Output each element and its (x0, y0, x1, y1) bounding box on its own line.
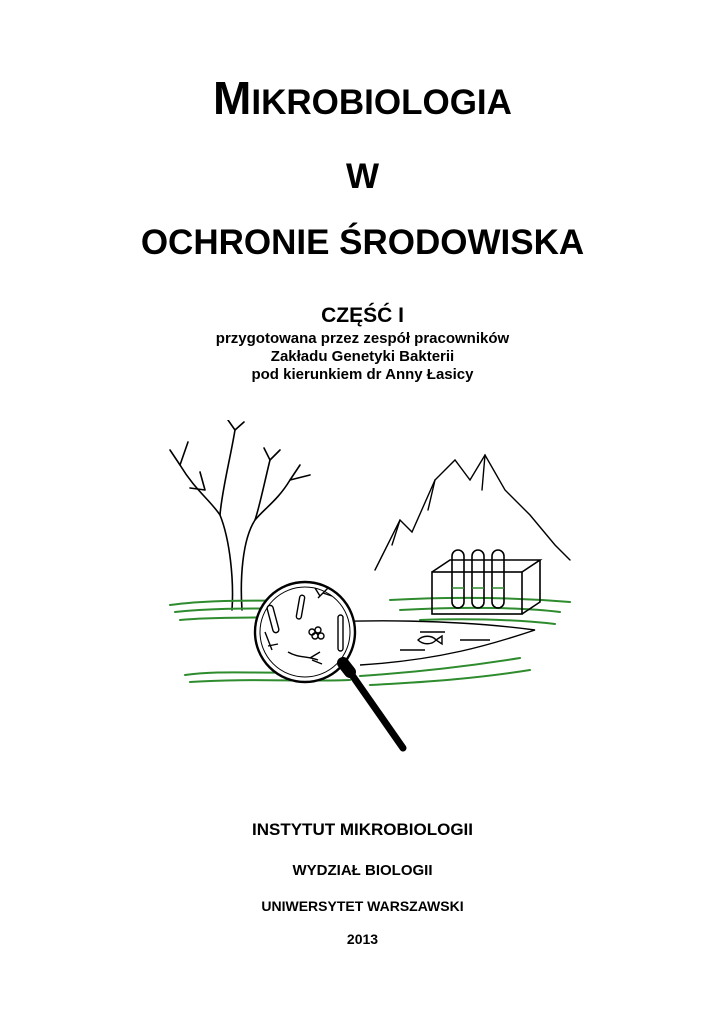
publication-year: 2013 (346, 931, 379, 947)
tree (170, 420, 310, 610)
title-line-3 (0, 212, 725, 269)
title-line-1 (0, 72, 725, 129)
part-label: CZĘŚĆ I (321, 304, 404, 327)
subtitle-line-2: Zakładu Genetyki Bakterii (270, 348, 455, 365)
institute-name: INSTYTUT MIKROBIOLOGII (252, 820, 473, 839)
test-tubes (452, 550, 504, 608)
subtitle-line-3: pod kierunkiem dr Anny Łasicy (251, 366, 474, 383)
subtitle-line-1: przygotowana przez zespół pracowników (215, 330, 510, 347)
magnifier-landscape-illustration (160, 420, 580, 760)
title-rest: IKROBIOLOGIA (251, 83, 512, 122)
university-name: UNIWERSYTET WARSZAWSKI (261, 898, 464, 914)
magnifier (255, 582, 403, 748)
test-tube-rack (432, 550, 540, 614)
faculty-name: WYDZIAŁ BIOLOGII (292, 862, 433, 879)
title-word-w: W (345, 157, 380, 196)
title-line-2 (0, 146, 725, 203)
title-environment: OCHRONIE ŚRODOWISKA (140, 223, 585, 262)
title-initial: M (213, 72, 252, 124)
grass (170, 598, 570, 685)
